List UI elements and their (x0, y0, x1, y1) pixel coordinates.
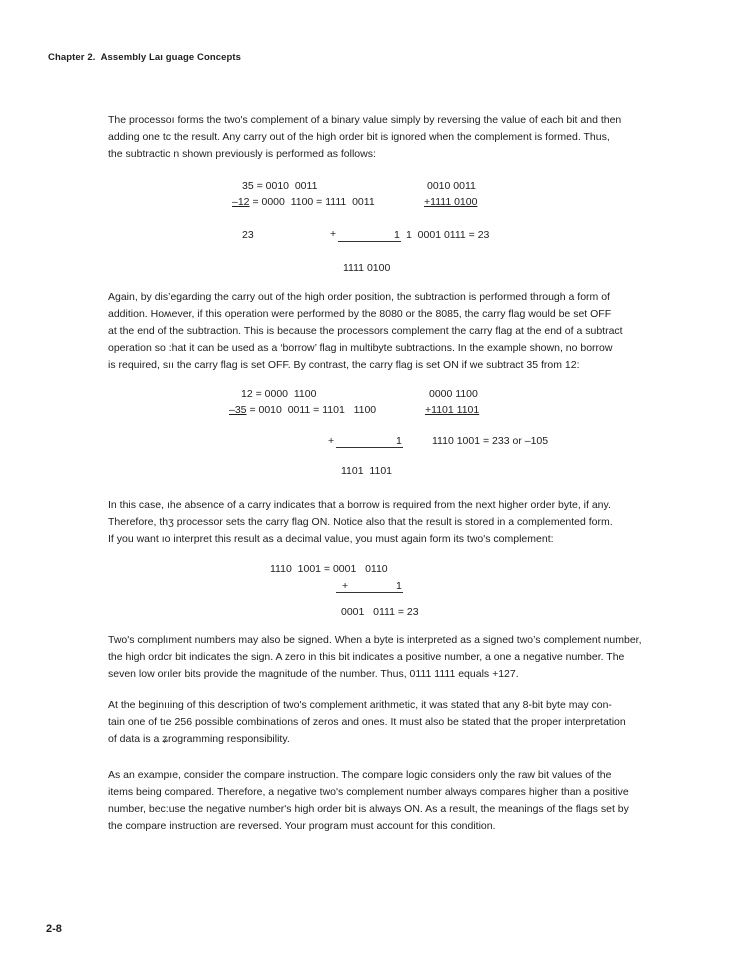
text-line: operation so :hat it can be used as a ‘borrow’ flag in multibyte subtractions. In the example shown, no borrow (108, 342, 613, 354)
text-line: of data is a ʑrogramming responsibility. (108, 733, 290, 745)
paragraph-carry-flag (108, 289, 678, 374)
paragraph-borrow (108, 497, 678, 548)
running-header: Chapter 2. Assembly Laı guage Concepts (48, 52, 242, 63)
text-line: at the end of the subtraction. This is because the processors complement the carry flag at the end of a subtract (108, 325, 623, 337)
example-line (232, 196, 375, 209)
paragraph-interpretation (108, 697, 678, 748)
paragraph-signed-numbers (108, 632, 678, 683)
example-line: 23 (242, 229, 254, 241)
plus-sign: + (328, 435, 335, 447)
example-line: +1111 0100 (424, 196, 478, 208)
sum-rule (336, 592, 403, 593)
text-line: addition. Hoʍever, if this operation were performed by the 8080 or the 8085, the carry flag would be set OFF (108, 308, 612, 320)
example-line: 0001 0111 = 23 (341, 606, 419, 618)
text-line: number, bec:use the negative number's high order bit is always ON. As a result, the meanings of the flags set by (108, 803, 629, 815)
text-line: is required, sıı the carry flag is set OFF. By contrast, the carry flag is set ON if we subtract 35 from 12: (108, 359, 580, 371)
example-text: = 0000 1100 = 1111 0011 (249, 196, 375, 208)
example-line: 1101 1101 (341, 465, 392, 477)
sum-rule (336, 447, 403, 448)
text-line: Therefore, thʒ processor sets the carry flag ON. Notice also that the result is stored in a complemented form. (108, 516, 613, 528)
example-line: 12 = 0000 1100 (241, 388, 317, 400)
text-line: adding one tc the result. Any carry out of the high order bit is ignored when the complement is formed. Thus, (108, 131, 610, 143)
page-number: 2-8 (46, 923, 62, 935)
plus-sign: + (330, 228, 337, 240)
example-line (229, 404, 376, 417)
carry-one: 1 (396, 435, 402, 447)
underlined-operand: –12 (232, 196, 250, 208)
text-line: If you want ıo interpret this result as a decimal value, you must again form its two's complement: (108, 533, 554, 545)
text-line: At the beginııing of this description of two's complement arithmetic, it was stated that any 8-bit byte may con- (108, 699, 612, 711)
example-line: 1 0001 0111 = 23 (406, 229, 490, 241)
paragraph-compare-instruction (108, 767, 678, 835)
example-line: 1111 0100 (343, 262, 391, 274)
text-line: the subtractic n shown previously is performed as follows: (108, 148, 376, 160)
underlined-operand: –35 (229, 404, 247, 416)
example-line: 0010 0011 (427, 180, 476, 192)
paragraph-intro (108, 112, 678, 163)
text-line: Two's complıment numbers may also be signed. When a byte is interpreted as a signed two’s complement number, (108, 634, 642, 646)
example-line: 0000 1100 (429, 388, 478, 400)
example-line: 1110 1001 = 233 or –105 (432, 435, 549, 447)
example-line: +1101 1101 (425, 404, 480, 416)
text-line: As an exampıe, consider the compare instruction. The compare logic considers only the raw bit values of the (108, 769, 612, 781)
plus-sign: + (342, 580, 349, 592)
sum-rule (338, 241, 401, 242)
carry-one: 1 (394, 229, 400, 241)
text-line: the high ordcr bit indicates the sign. A zero in this bit indicates a positive number, a one a negative number. The (108, 651, 625, 663)
text-line: In this case, ıhe absence of a carry indicates that a borrow is required from the next higher order byte, if any. (108, 499, 611, 511)
text-line: items being сompared. Therefore, a negative two's complement number always compares higher than a positive (108, 786, 629, 798)
text-line: Again, by dis’egarding the carry out of the high order position, the subtraction is performed through a form of (108, 291, 610, 303)
text-line: seven low orıler bits provide the magnitude of the number. Thus, 0111 1111 equals +127. (108, 668, 519, 680)
example-line: 1110 1001 = 0001 0110 (270, 563, 388, 575)
text-line: tain one of tıe 256 possible combinations of zeros and ones. It must also be stated that the proper interpretation (108, 716, 626, 728)
example-line: 35 = 0010 0011 (242, 180, 318, 192)
text-line: the compare instruction are reversed. Your program must account for this condition. (108, 820, 496, 832)
text-line: The processoı forms the two's complement of a binary value simply by reversing the value of each bit and then (108, 114, 622, 126)
example-text: = 0010 0011 = 1101 1100 (246, 404, 377, 416)
carry-one: 1 (396, 580, 402, 592)
